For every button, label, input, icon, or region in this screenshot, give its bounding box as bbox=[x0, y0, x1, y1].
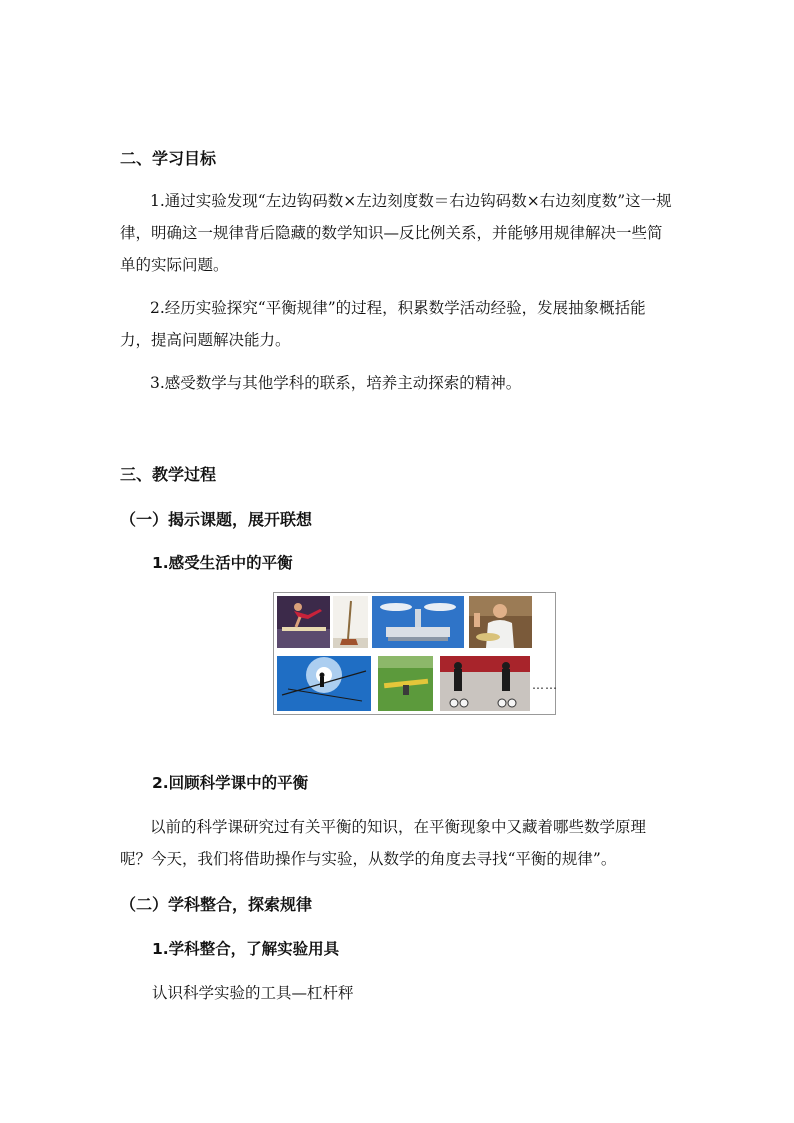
part2-line: 认识科学实验的工具—杠杆秤 bbox=[152, 984, 354, 1002]
part1-paragraph bbox=[120, 811, 676, 875]
part2-heading: （二）学科整合，探索规律 bbox=[120, 895, 313, 914]
section-heading-learning-goals: 二、学习目标 bbox=[120, 149, 217, 168]
goal-paragraph-1 bbox=[120, 185, 676, 281]
chef-balance-photo bbox=[469, 596, 532, 648]
part1-item2: 2.回顾科学课中的平衡 bbox=[152, 774, 309, 792]
segway-guards-photo bbox=[440, 656, 530, 711]
part1-heading: （一）揭示课题，展开联想 bbox=[120, 510, 313, 529]
balance-photo-collage bbox=[273, 592, 556, 715]
part2-item1: 1.学科整合，了解实验用具 bbox=[152, 940, 340, 958]
part1-paragraph-text: 以前的科学课研究过有关平衡的知识，在平衡现象中又藏着哪些数学原理呢？今天，我们将借助操作与实验，从数学的角度去寻找“平衡的规律”。 bbox=[120, 818, 647, 868]
balance-scale-photo bbox=[372, 596, 464, 648]
goal-paragraph-3 bbox=[120, 367, 676, 399]
collage-svg bbox=[274, 593, 555, 714]
goal-text-1: 1.通过实验发现“左边钩码数×左边刻度数＝右边钩码数×右边刻度数”这一规律，明确这一规律背后隐藏的数学知识—反比例关系，并能够用规律解决一些简单的实际问题。 bbox=[120, 192, 672, 274]
seesaw-photo bbox=[378, 656, 433, 711]
section-heading-teaching-process: 三、教学过程 bbox=[120, 465, 217, 484]
collage-ellipsis: …… bbox=[532, 678, 558, 692]
goal-text-3: 3.感受数学与其他学科的联系，培养主动探索的精神。 bbox=[150, 374, 522, 392]
tightrope-photo bbox=[277, 656, 371, 711]
goal-text-2: 2.经历实验探究“平衡规律”的过程，积累数学活动经验，发展抽象概括能力，提高问题解决能力。 bbox=[120, 299, 646, 349]
goal-paragraph-2 bbox=[120, 292, 676, 356]
part1-item1: 1.感受生活中的平衡 bbox=[152, 554, 293, 572]
gymnast-photo bbox=[277, 596, 330, 648]
broom-photo bbox=[333, 596, 368, 648]
